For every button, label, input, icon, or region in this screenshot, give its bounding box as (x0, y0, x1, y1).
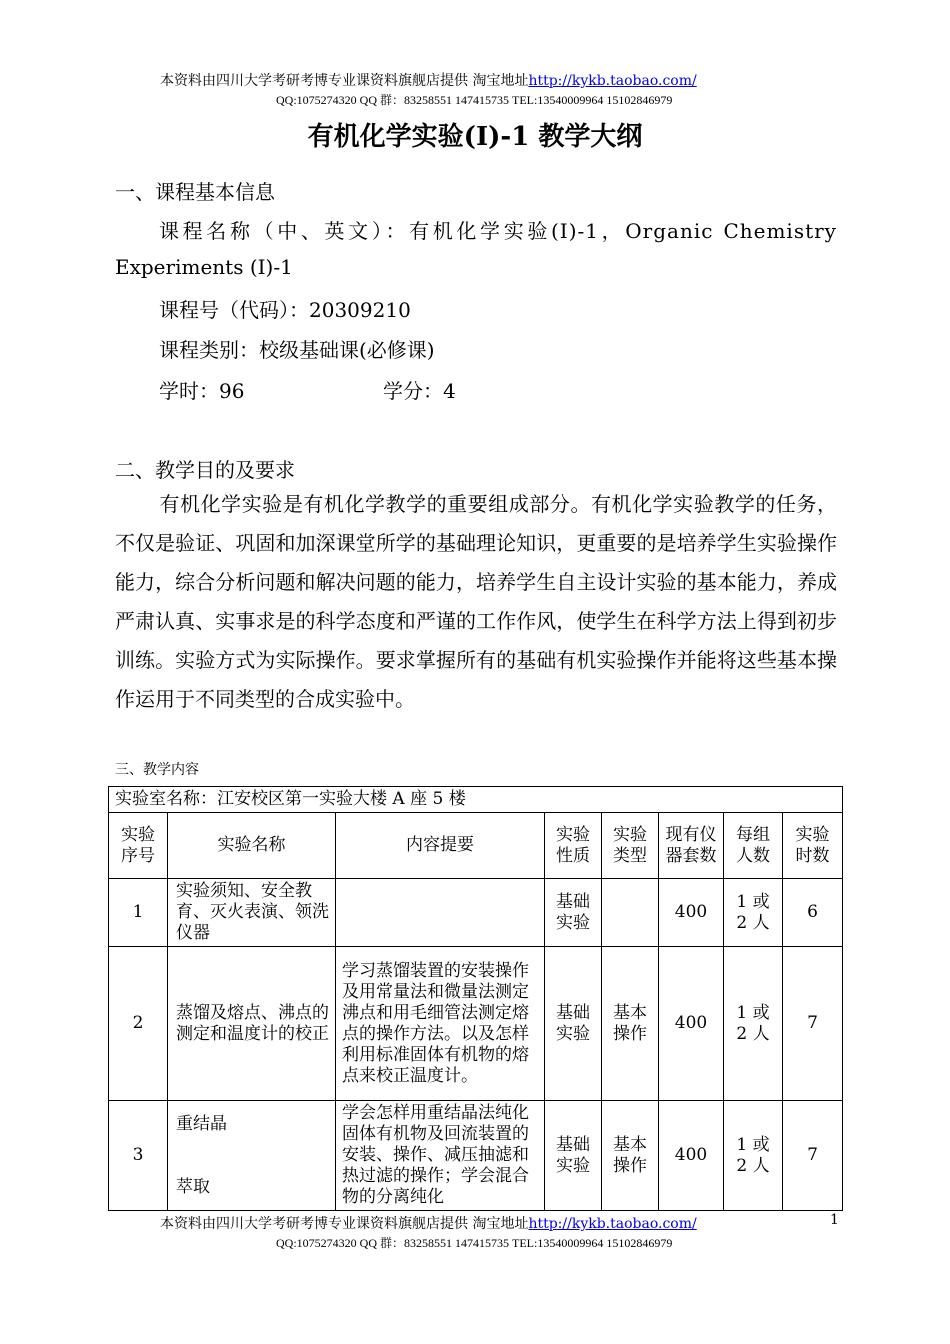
row-sets: 400 (659, 947, 724, 1101)
lab-name-row (109, 787, 843, 813)
document-title: 有机化学实验(I)-1 教学大纲 (307, 122, 643, 152)
row-hours: 7 (783, 947, 843, 1101)
table-row (109, 947, 843, 1101)
row-no: 2 (109, 947, 168, 1101)
course-credits: 学分：4 (383, 379, 456, 403)
experiment-table (108, 786, 843, 1211)
row-type (602, 879, 659, 947)
header-text: 本资料由四川大学考研考博专业课资料旗舰店提供 淘宝地址 (160, 73, 529, 89)
objectives-text: 有机化学实验是有机化学教学的重要组成部分。有机化学实验教学的任务，不仅是验证、巩固和加深课堂所学的基础理论知识，更重要的是培养学生实验操作能力，综合分析问题和解决问题的能力，培养学生自主设计实验的基本能力，养成严肃认真、实事求是的科学态度和严谨的工作作风，使学生在科学方法上得到初步训练。实验方式为实际操作。要求掌握所有的基础有机实验操作并能将这些基本操作运用于不同类型的合成实验中。 (115, 492, 837, 711)
table-header-row (109, 813, 843, 879)
col-header-nature: 实验性质 (545, 813, 602, 879)
footer-notice (160, 1213, 697, 1233)
lab-name: 实验室名称：江安校区第一实验大楼 A 座 5 楼 (109, 787, 843, 813)
row-name: 实验须知、安全教育、灭火表演、领洗仪器 (168, 879, 336, 947)
row-name: 蒸馏及熔点、沸点的测定和温度计的校正 (168, 947, 336, 1101)
page-number: 1 (830, 1212, 839, 1228)
footer-contact: QQ:1075274320 QQ 群：83258551 147415735 TEL:13540009964 15102846979 (276, 1236, 673, 1250)
row-summary (336, 1101, 545, 1211)
row-no: 3 (109, 1101, 168, 1211)
table-row (109, 879, 843, 947)
row-hours: 6 (783, 879, 843, 947)
col-header-name: 实验名称 (168, 813, 336, 879)
row-name-cell (168, 1101, 336, 1211)
row-summary: 学习蒸馏装置的安装操作及用常量法和微量法测定沸点和用毛细管法测定熔点的操作方法。以及怎样利用标准固体有机物的熔点来校正温度计。 (336, 947, 545, 1101)
objectives-paragraph (115, 485, 837, 719)
row-type: 基本操作 (602, 947, 659, 1101)
course-code: 课程号（代码）：20309210 (159, 298, 411, 322)
course-hours: 学时：96 (159, 379, 245, 403)
col-header-summary: 内容提要 (336, 813, 545, 879)
course-name-line1: 课程名称（中、英文）：有机化学实验(I)-1，Organic Chemistry (159, 219, 837, 243)
col-header-type: 实验类型 (602, 813, 659, 879)
row-summary-text: 学会怎样用重结晶法纯化固体有机物及回流装置的安装、操作、减压抽滤和热过滤的操作；学会混合物的分离纯化 (342, 1103, 529, 1207)
row-name-secondary: 萃取 (176, 1176, 210, 1197)
row-nature: 基础实验 (545, 879, 602, 947)
header-contact: QQ:1075274320 QQ 群：83258551 147415735 TEL:13540009964 15102846979 (276, 93, 673, 107)
row-nature: 基础实验 (545, 1101, 602, 1211)
footer-text: 本资料由四川大学考研考博专业课资料旗舰店提供 淘宝地址 (160, 1216, 529, 1232)
col-header-group: 每组人数 (724, 813, 783, 879)
row-name: 重结晶 (176, 1113, 227, 1134)
row-hours: 7 (783, 1101, 843, 1211)
row-summary (336, 879, 545, 947)
row-sets: 400 (659, 1101, 724, 1211)
section2-heading: 二、教学目的及要求 (115, 458, 295, 482)
row-type: 基本操作 (602, 1101, 659, 1211)
row-group: 1 或 2 人 (724, 947, 783, 1101)
footer-shop-link[interactable]: http://kykb.taobao.com/ (528, 1216, 697, 1232)
row-sets: 400 (659, 879, 724, 947)
row-group: 1 或 2 人 (724, 879, 783, 947)
header-shop-link[interactable]: http://kykb.taobao.com/ (528, 73, 697, 89)
course-category: 课程类别：校级基础课(必修课) (159, 338, 435, 362)
course-name-line2: Experiments (I)-1 (115, 255, 293, 279)
section3-heading: 三、教学内容 (115, 762, 199, 778)
col-header-sets: 现有仪器套数 (659, 813, 724, 879)
col-header-no: 实验序号 (109, 813, 168, 879)
table-row (109, 1101, 843, 1211)
row-group: 1 或 2 人 (724, 1101, 783, 1211)
header-notice (160, 70, 697, 90)
row-no: 1 (109, 879, 168, 947)
section1-heading: 一、课程基本信息 (115, 180, 275, 204)
col-header-hours: 实验时数 (783, 813, 843, 879)
row-nature: 基础实验 (545, 947, 602, 1101)
